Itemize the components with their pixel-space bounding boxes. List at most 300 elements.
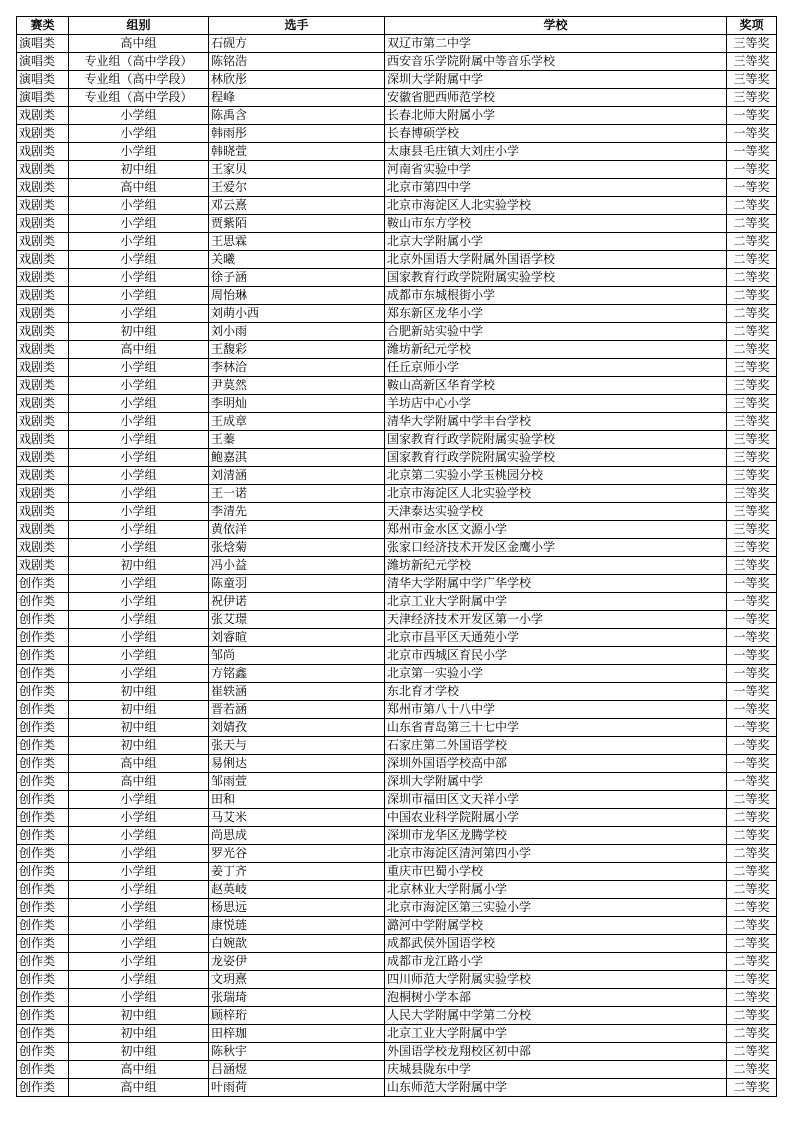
- table-row: [17, 197, 777, 215]
- cell-group: 小学组: [69, 845, 209, 863]
- table-row: [17, 215, 777, 233]
- cell-category: 戏剧类: [17, 251, 69, 269]
- cell-school: 合肥新站实验中学: [385, 323, 727, 341]
- cell-participant: 王成章: [209, 413, 385, 431]
- cell-group: 小学组: [69, 881, 209, 899]
- table-row: [17, 341, 777, 359]
- table-row: [17, 701, 777, 719]
- cell-category: 创作类: [17, 935, 69, 953]
- cell-school: 北京市海淀区人北实验学校: [385, 197, 727, 215]
- cell-group: 初中组: [69, 701, 209, 719]
- cell-school: 河南省实验中学: [385, 161, 727, 179]
- table-row: [17, 665, 777, 683]
- cell-award: 三等奖: [727, 485, 777, 503]
- cell-participant: 李明灿: [209, 395, 385, 413]
- cell-award: 二等奖: [727, 1025, 777, 1043]
- cell-group: 小学组: [69, 359, 209, 377]
- cell-category: 演唱类: [17, 89, 69, 107]
- cell-category: 戏剧类: [17, 467, 69, 485]
- table-row: [17, 107, 777, 125]
- cell-award: 三等奖: [727, 413, 777, 431]
- cell-school: 深圳大学附属中学: [385, 71, 727, 89]
- table-row: [17, 899, 777, 917]
- cell-category: 创作类: [17, 629, 69, 647]
- table-row: [17, 53, 777, 71]
- cell-group: 小学组: [69, 503, 209, 521]
- header-category: 赛类: [17, 17, 69, 35]
- cell-category: 创作类: [17, 575, 69, 593]
- table-row: [17, 305, 777, 323]
- table-row: [17, 269, 777, 287]
- cell-group: 初中组: [69, 683, 209, 701]
- cell-award: 二等奖: [727, 269, 777, 287]
- cell-group: 小学组: [69, 197, 209, 215]
- cell-participant: 吕涵煜: [209, 1061, 385, 1079]
- cell-award: 三等奖: [727, 557, 777, 575]
- cell-award: 一等奖: [727, 107, 777, 125]
- cell-school: 北京市海淀区清河第四小学: [385, 845, 727, 863]
- cell-participant: 王蓁: [209, 431, 385, 449]
- cell-participant: 尚思成: [209, 827, 385, 845]
- table-row: [17, 1043, 777, 1061]
- cell-participant: 易俐达: [209, 755, 385, 773]
- cell-category: 创作类: [17, 809, 69, 827]
- table-row: [17, 1079, 777, 1097]
- cell-school: 潍坊新纪元学校: [385, 341, 727, 359]
- cell-participant: 王馥彩: [209, 341, 385, 359]
- table-row: [17, 593, 777, 611]
- cell-award: 一等奖: [727, 737, 777, 755]
- cell-group: 高中组: [69, 179, 209, 197]
- cell-school: 北京工业大学附属中学: [385, 593, 727, 611]
- cell-school: 长春北师大附属小学: [385, 107, 727, 125]
- cell-group: 初中组: [69, 557, 209, 575]
- cell-category: 演唱类: [17, 53, 69, 71]
- cell-category: 创作类: [17, 1043, 69, 1061]
- header-row: [17, 17, 777, 35]
- cell-award: 二等奖: [727, 287, 777, 305]
- cell-category: 创作类: [17, 863, 69, 881]
- table-row: [17, 719, 777, 737]
- table-row: [17, 161, 777, 179]
- cell-participant: 黄依洋: [209, 521, 385, 539]
- cell-award: 二等奖: [727, 845, 777, 863]
- cell-award: 二等奖: [727, 215, 777, 233]
- cell-award: 二等奖: [727, 989, 777, 1007]
- cell-category: 创作类: [17, 737, 69, 755]
- header-group: 组别: [69, 17, 209, 35]
- cell-category: 戏剧类: [17, 323, 69, 341]
- cell-award: 二等奖: [727, 305, 777, 323]
- cell-school: 北京林业大学附属小学: [385, 881, 727, 899]
- cell-participant: 张天与: [209, 737, 385, 755]
- cell-school: 四川师范大学附属实验学校: [385, 971, 727, 989]
- cell-participant: 贾紫陌: [209, 215, 385, 233]
- cell-group: 小学组: [69, 665, 209, 683]
- cell-category: 戏剧类: [17, 233, 69, 251]
- cell-participant: 李林洽: [209, 359, 385, 377]
- cell-participant: 冯小益: [209, 557, 385, 575]
- cell-award: 二等奖: [727, 1043, 777, 1061]
- cell-award: 二等奖: [727, 881, 777, 899]
- cell-group: 小学组: [69, 305, 209, 323]
- cell-group: 初中组: [69, 737, 209, 755]
- cell-group: 高中组: [69, 1061, 209, 1079]
- cell-school: 山东师范大学附属中学: [385, 1079, 727, 1097]
- cell-category: 创作类: [17, 1025, 69, 1043]
- cell-school: 深圳大学附属中学: [385, 773, 727, 791]
- table-row: [17, 575, 777, 593]
- cell-group: 初中组: [69, 161, 209, 179]
- cell-school: 石家庄第二外国语学校: [385, 737, 727, 755]
- cell-group: 初中组: [69, 719, 209, 737]
- cell-award: 三等奖: [727, 467, 777, 485]
- table-row: [17, 989, 777, 1007]
- cell-participant: 李清先: [209, 503, 385, 521]
- cell-participant: 田和: [209, 791, 385, 809]
- cell-school: 太康县毛庄镇大刘庄小学: [385, 143, 727, 161]
- cell-school: 清华大学附属中学丰台学校: [385, 413, 727, 431]
- cell-group: 小学组: [69, 143, 209, 161]
- table-row: [17, 395, 777, 413]
- cell-group: 小学组: [69, 107, 209, 125]
- cell-participant: 刘小雨: [209, 323, 385, 341]
- cell-school: 北京市海淀区第三实验小学: [385, 899, 727, 917]
- cell-award: 三等奖: [727, 449, 777, 467]
- table-row: [17, 827, 777, 845]
- cell-school: 山东省青岛第三十七中学: [385, 719, 727, 737]
- cell-category: 创作类: [17, 881, 69, 899]
- cell-school: 国家教育行政学院附属实验学校: [385, 431, 727, 449]
- cell-school: 北京市第四中学: [385, 179, 727, 197]
- table-row: [17, 935, 777, 953]
- cell-category: 戏剧类: [17, 395, 69, 413]
- table-row: [17, 413, 777, 431]
- cell-participant: 白婉歆: [209, 935, 385, 953]
- cell-group: 小学组: [69, 971, 209, 989]
- table-row: [17, 125, 777, 143]
- cell-category: 戏剧类: [17, 179, 69, 197]
- cell-participant: 杨思远: [209, 899, 385, 917]
- cell-school: 成都武侯外国语学校: [385, 935, 727, 953]
- cell-award: 二等奖: [727, 323, 777, 341]
- table-row: [17, 791, 777, 809]
- cell-group: 小学组: [69, 629, 209, 647]
- cell-school: 羊坊店中心小学: [385, 395, 727, 413]
- cell-school: 清华大学附属中学广华学校: [385, 575, 727, 593]
- cell-award: 一等奖: [727, 683, 777, 701]
- cell-school: 外国语学校龙翔校区初中部: [385, 1043, 727, 1061]
- table-row: [17, 1007, 777, 1025]
- cell-school: 安徽省肥西师范学校: [385, 89, 727, 107]
- cell-group: 高中组: [69, 341, 209, 359]
- cell-award: 二等奖: [727, 233, 777, 251]
- cell-school: 天津泰达实验学校: [385, 503, 727, 521]
- cell-category: 戏剧类: [17, 143, 69, 161]
- cell-award: 一等奖: [727, 755, 777, 773]
- table-row: [17, 1061, 777, 1079]
- cell-group: 小学组: [69, 989, 209, 1007]
- cell-group: 高中组: [69, 35, 209, 53]
- cell-school: 鞍山高新区华育学校: [385, 377, 727, 395]
- cell-category: 创作类: [17, 827, 69, 845]
- cell-group: 小学组: [69, 791, 209, 809]
- table-row: [17, 557, 777, 575]
- table-row: [17, 881, 777, 899]
- cell-participant: 鲍嘉淇: [209, 449, 385, 467]
- cell-group: 小学组: [69, 215, 209, 233]
- cell-category: 戏剧类: [17, 449, 69, 467]
- table-row: [17, 971, 777, 989]
- cell-award: 二等奖: [727, 251, 777, 269]
- cell-category: 戏剧类: [17, 215, 69, 233]
- cell-school: 北京工业大学附属中学: [385, 1025, 727, 1043]
- cell-award: 一等奖: [727, 665, 777, 683]
- cell-award: 二等奖: [727, 791, 777, 809]
- cell-category: 创作类: [17, 917, 69, 935]
- cell-group: 小学组: [69, 287, 209, 305]
- cell-group: 专业组（高中学段）: [69, 89, 209, 107]
- cell-category: 戏剧类: [17, 161, 69, 179]
- cell-participant: 韩晓萱: [209, 143, 385, 161]
- cell-group: 小学组: [69, 809, 209, 827]
- cell-participant: 韩雨彤: [209, 125, 385, 143]
- table-row: [17, 647, 777, 665]
- cell-participant: 叶雨荷: [209, 1079, 385, 1097]
- cell-award: 一等奖: [727, 143, 777, 161]
- cell-award: 二等奖: [727, 953, 777, 971]
- cell-participant: 顾梓珩: [209, 1007, 385, 1025]
- cell-participant: 邓云熹: [209, 197, 385, 215]
- cell-school: 东北育才学校: [385, 683, 727, 701]
- cell-group: 小学组: [69, 935, 209, 953]
- cell-award: 三等奖: [727, 431, 777, 449]
- cell-school: 国家教育行政学院附属实验学校: [385, 269, 727, 287]
- cell-participant: 陈秋宇: [209, 1043, 385, 1061]
- cell-award: 一等奖: [727, 701, 777, 719]
- cell-category: 戏剧类: [17, 503, 69, 521]
- cell-school: 北京外国语大学附属外国语学校: [385, 251, 727, 269]
- cell-school: 长春博硕学校: [385, 125, 727, 143]
- table-row: [17, 629, 777, 647]
- header-school: 学校: [385, 17, 727, 35]
- cell-award: 二等奖: [727, 197, 777, 215]
- table-row: [17, 35, 777, 53]
- cell-participant: 田梓珈: [209, 1025, 385, 1043]
- cell-category: 戏剧类: [17, 107, 69, 125]
- cell-group: 小学组: [69, 575, 209, 593]
- cell-group: 小学组: [69, 467, 209, 485]
- cell-participant: 王一诺: [209, 485, 385, 503]
- cell-group: 小学组: [69, 521, 209, 539]
- cell-award: 二等奖: [727, 899, 777, 917]
- cell-group: 小学组: [69, 539, 209, 557]
- cell-group: 初中组: [69, 1025, 209, 1043]
- cell-participant: 龙姿伊: [209, 953, 385, 971]
- table-row: [17, 737, 777, 755]
- cell-category: 演唱类: [17, 71, 69, 89]
- cell-award: 一等奖: [727, 125, 777, 143]
- cell-award: 三等奖: [727, 89, 777, 107]
- cell-participant: 姜丁齐: [209, 863, 385, 881]
- cell-category: 创作类: [17, 791, 69, 809]
- table-row: [17, 503, 777, 521]
- cell-group: 小学组: [69, 125, 209, 143]
- table-row: [17, 539, 777, 557]
- cell-category: 戏剧类: [17, 197, 69, 215]
- cell-category: 创作类: [17, 683, 69, 701]
- cell-category: 创作类: [17, 845, 69, 863]
- cell-category: 创作类: [17, 1007, 69, 1025]
- cell-group: 小学组: [69, 863, 209, 881]
- cell-school: 国家教育行政学院附属实验学校: [385, 449, 727, 467]
- cell-category: 创作类: [17, 593, 69, 611]
- cell-participant: 方铭鑫: [209, 665, 385, 683]
- cell-award: 二等奖: [727, 917, 777, 935]
- table-row: [17, 1025, 777, 1043]
- award-list-sheet: [16, 16, 777, 1097]
- cell-participant: 邹尚: [209, 647, 385, 665]
- cell-participant: 刘婧孜: [209, 719, 385, 737]
- cell-award: 三等奖: [727, 71, 777, 89]
- cell-award: 一等奖: [727, 575, 777, 593]
- cell-school: 鞍山市东方学校: [385, 215, 727, 233]
- cell-school: 庆城县陇东中学: [385, 1061, 727, 1079]
- cell-category: 创作类: [17, 755, 69, 773]
- award-table: [16, 16, 777, 1097]
- table-row: [17, 143, 777, 161]
- table-row: [17, 467, 777, 485]
- cell-award: 三等奖: [727, 377, 777, 395]
- cell-participant: 罗光谷: [209, 845, 385, 863]
- table-row: [17, 89, 777, 107]
- cell-participant: 赵英岐: [209, 881, 385, 899]
- cell-award: 三等奖: [727, 503, 777, 521]
- table-body: [17, 35, 777, 1097]
- cell-group: 高中组: [69, 1079, 209, 1097]
- cell-category: 创作类: [17, 899, 69, 917]
- header-award: 奖项: [727, 17, 777, 35]
- cell-school: 泡桐树小学本部: [385, 989, 727, 1007]
- cell-participant: 关曦: [209, 251, 385, 269]
- cell-participant: 周怡琳: [209, 287, 385, 305]
- cell-award: 一等奖: [727, 773, 777, 791]
- cell-school: 深圳市福田区文天祥小学: [385, 791, 727, 809]
- cell-school: 双辽市第二中学: [385, 35, 727, 53]
- table-row: [17, 71, 777, 89]
- cell-category: 创作类: [17, 719, 69, 737]
- cell-school: 北京市海淀区人北实验学校: [385, 485, 727, 503]
- cell-school: 北京市昌平区天通苑小学: [385, 629, 727, 647]
- table-row: [17, 359, 777, 377]
- cell-participant: 张焓菊: [209, 539, 385, 557]
- cell-category: 创作类: [17, 647, 69, 665]
- cell-category: 戏剧类: [17, 305, 69, 323]
- cell-group: 小学组: [69, 593, 209, 611]
- cell-participant: 文玥熹: [209, 971, 385, 989]
- cell-participant: 陈禹含: [209, 107, 385, 125]
- cell-category: 戏剧类: [17, 269, 69, 287]
- cell-award: 一等奖: [727, 611, 777, 629]
- cell-group: 小学组: [69, 827, 209, 845]
- cell-award: 三等奖: [727, 539, 777, 557]
- cell-category: 创作类: [17, 953, 69, 971]
- cell-group: 小学组: [69, 449, 209, 467]
- cell-group: 小学组: [69, 647, 209, 665]
- cell-school: 郑州市第八十八中学: [385, 701, 727, 719]
- cell-school: 重庆市巴蜀小学校: [385, 863, 727, 881]
- cell-award: 一等奖: [727, 161, 777, 179]
- cell-participant: 张瑞琦: [209, 989, 385, 1007]
- table-row: [17, 521, 777, 539]
- cell-category: 戏剧类: [17, 539, 69, 557]
- cell-category: 创作类: [17, 1061, 69, 1079]
- cell-group: 小学组: [69, 413, 209, 431]
- cell-group: 高中组: [69, 773, 209, 791]
- cell-award: 二等奖: [727, 863, 777, 881]
- cell-category: 戏剧类: [17, 413, 69, 431]
- cell-category: 戏剧类: [17, 557, 69, 575]
- cell-participant: 崔轶涵: [209, 683, 385, 701]
- table-row: [17, 233, 777, 251]
- cell-participant: 刘清涵: [209, 467, 385, 485]
- table-row: [17, 917, 777, 935]
- cell-award: 三等奖: [727, 395, 777, 413]
- cell-group: 小学组: [69, 611, 209, 629]
- cell-group: 小学组: [69, 485, 209, 503]
- cell-school: 郑州市金水区文源小学: [385, 521, 727, 539]
- cell-group: 初中组: [69, 1007, 209, 1025]
- cell-school: 北京市西城区育民小学: [385, 647, 727, 665]
- cell-award: 二等奖: [727, 827, 777, 845]
- cell-participant: 王爱尔: [209, 179, 385, 197]
- cell-award: 一等奖: [727, 179, 777, 197]
- cell-school: 郑东新区龙华小学: [385, 305, 727, 323]
- table-row: [17, 287, 777, 305]
- cell-award: 三等奖: [727, 35, 777, 53]
- cell-participant: 徐子涵: [209, 269, 385, 287]
- cell-award: 一等奖: [727, 719, 777, 737]
- table-row: [17, 683, 777, 701]
- cell-award: 二等奖: [727, 1007, 777, 1025]
- cell-award: 三等奖: [727, 359, 777, 377]
- cell-category: 创作类: [17, 773, 69, 791]
- table-row: [17, 449, 777, 467]
- table-row: [17, 611, 777, 629]
- cell-participant: 程峰: [209, 89, 385, 107]
- table-row: [17, 251, 777, 269]
- cell-participant: 祝伊诺: [209, 593, 385, 611]
- cell-category: 戏剧类: [17, 485, 69, 503]
- cell-category: 戏剧类: [17, 431, 69, 449]
- cell-group: 小学组: [69, 377, 209, 395]
- cell-participant: 张艾璟: [209, 611, 385, 629]
- cell-school: 成都市龙江路小学: [385, 953, 727, 971]
- cell-award: 一等奖: [727, 647, 777, 665]
- cell-group: 小学组: [69, 269, 209, 287]
- cell-participant: 尹莫然: [209, 377, 385, 395]
- table-row: [17, 863, 777, 881]
- cell-participant: 刘睿暄: [209, 629, 385, 647]
- cell-award: 三等奖: [727, 53, 777, 71]
- cell-category: 戏剧类: [17, 377, 69, 395]
- cell-participant: 林欣彤: [209, 71, 385, 89]
- cell-school: 潍坊新纪元学校: [385, 557, 727, 575]
- cell-school: 深圳市龙华区龙腾学校: [385, 827, 727, 845]
- cell-group: 专业组（高中学段）: [69, 71, 209, 89]
- cell-school: 北京第一实验小学: [385, 665, 727, 683]
- cell-participant: 石砚方: [209, 35, 385, 53]
